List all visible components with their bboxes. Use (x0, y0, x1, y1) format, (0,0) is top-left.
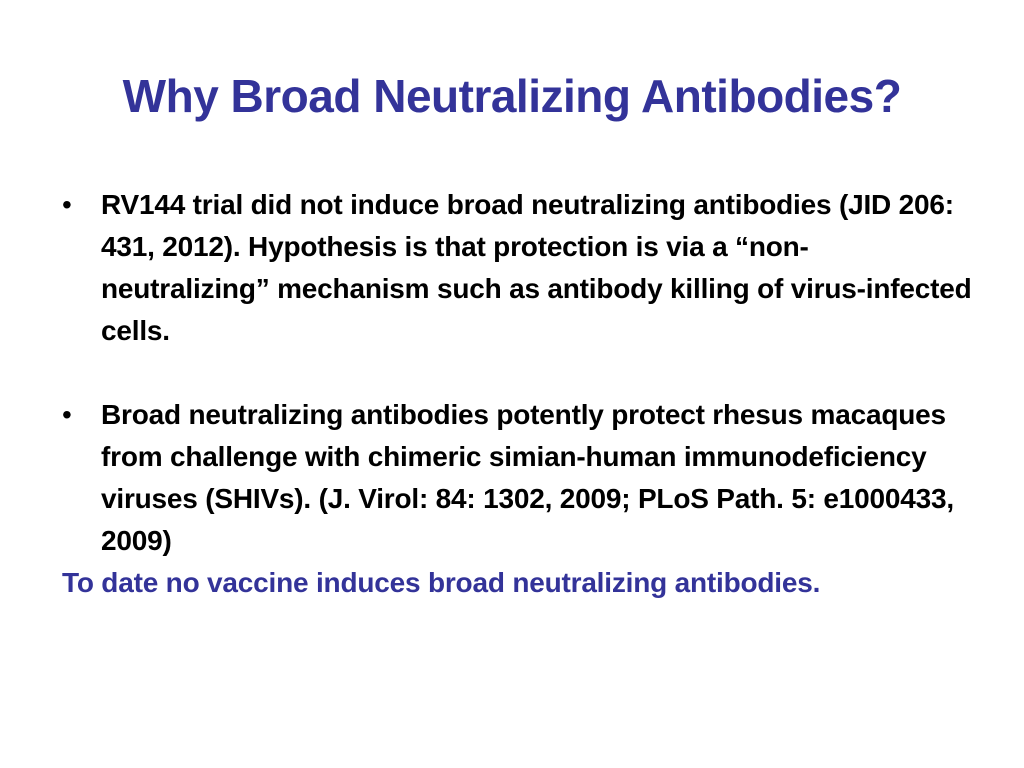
bullet-marker: • (62, 399, 72, 430)
bullet-point-2 (62, 394, 972, 562)
bullet-text: RV144 trial did not induce broad neutralizing antibodies (JID 206: 431, 2012). Hypothesis is that protection is via a “non-neutralizing” mechanism such as antibody killing of virus-infected cells. (101, 189, 972, 346)
bullet-text: Broad neutralizing antibodies potently protect rhesus macaques from challenge with chimeric simian-human immunodeficiency viruses (SHIVs). (J. Virol: 84: 1302, 2009; PLoS Path. 5: e1000433, 2009) (101, 399, 954, 556)
conclusion-note: To date no vaccine induces broad neutralizing antibodies. (62, 567, 821, 598)
slide-title: Why Broad Neutralizing Antibodies? (122, 70, 902, 122)
bullet-point-1 (62, 184, 972, 352)
slide-body (62, 184, 972, 604)
bullet-marker: • (62, 189, 72, 220)
